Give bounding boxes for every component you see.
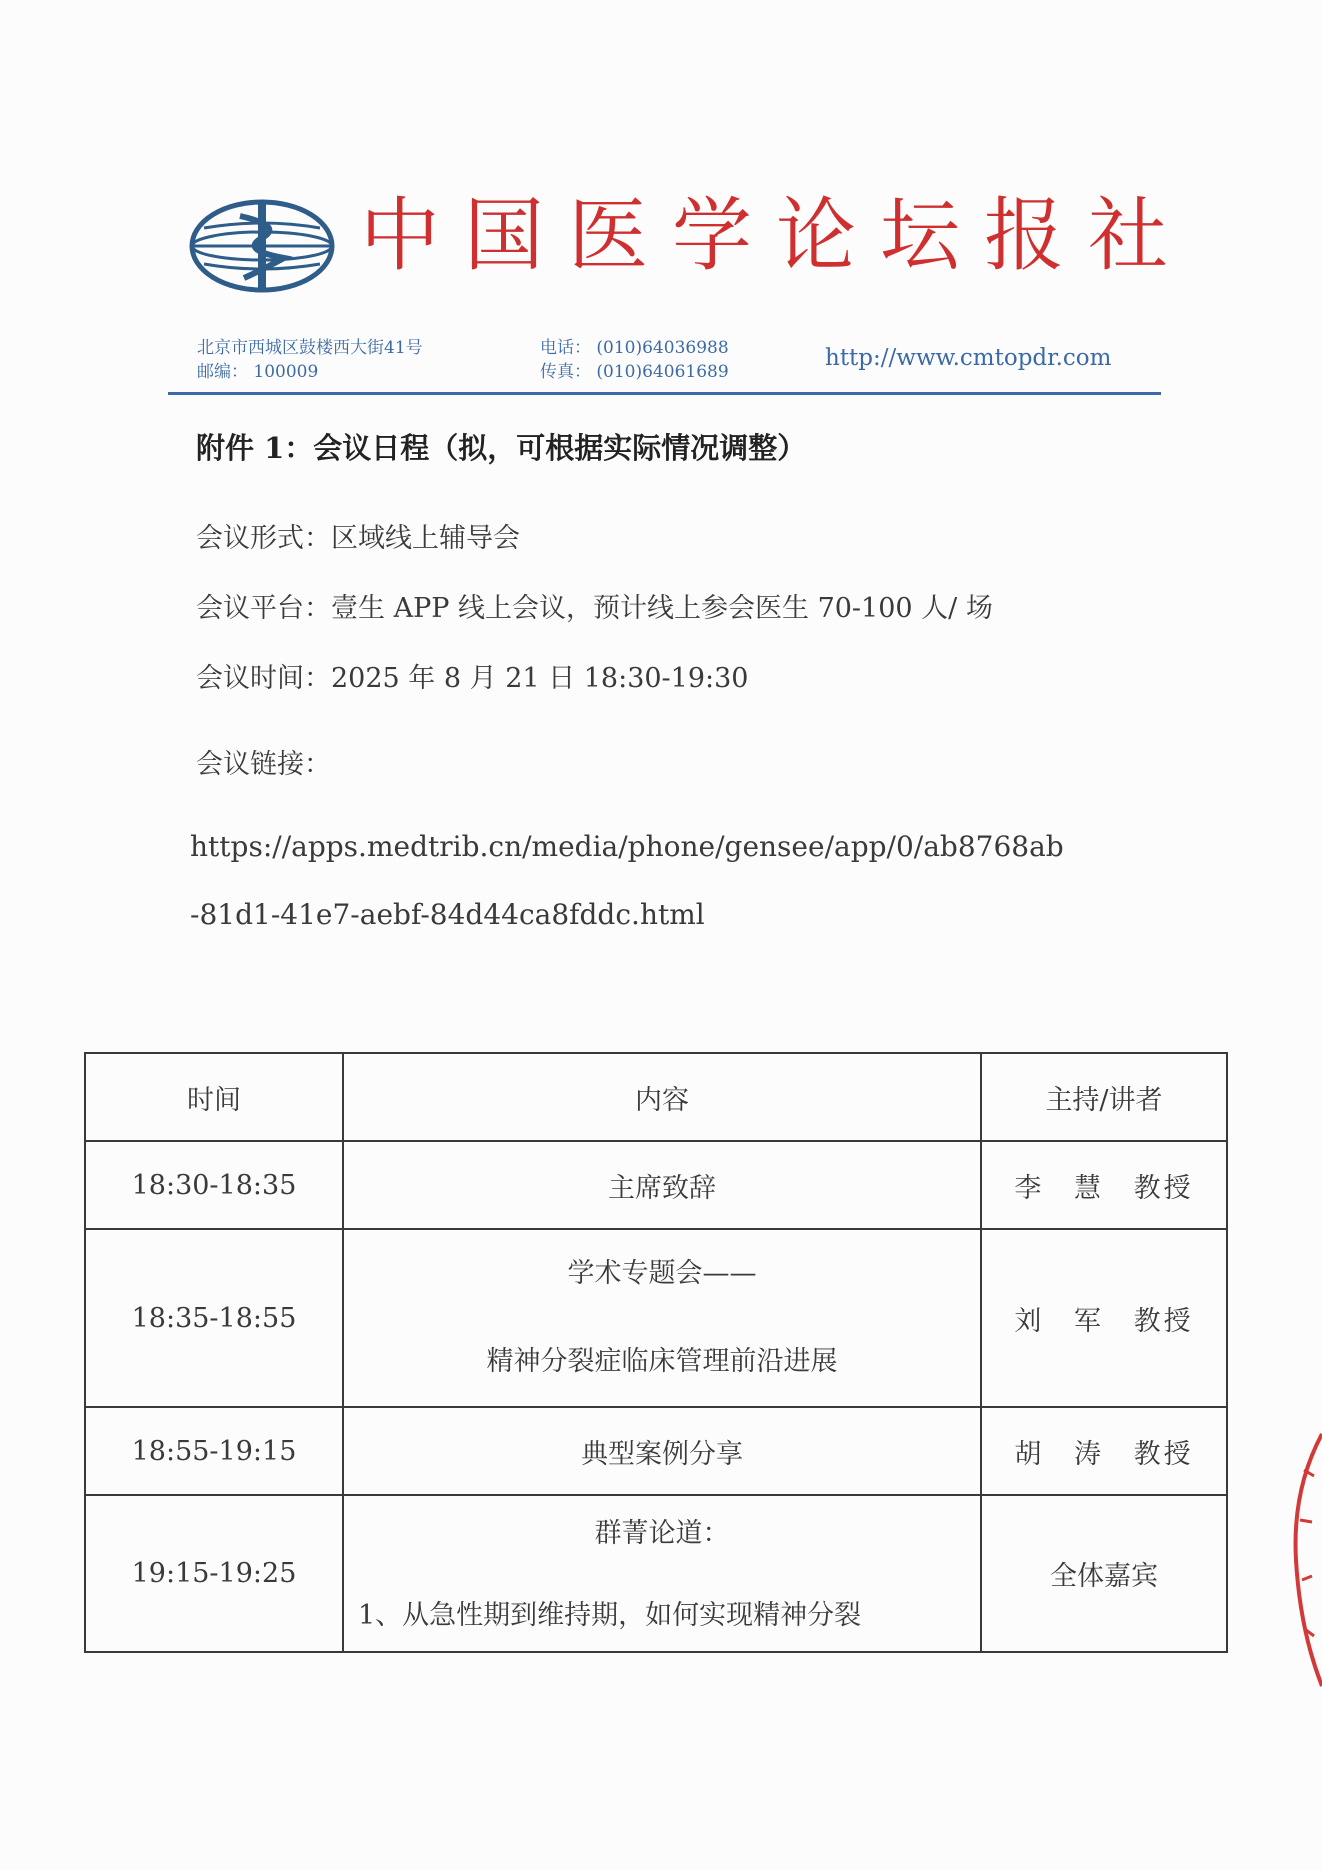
table-row <box>85 1229 1227 1407</box>
row-host: 刘 军 教授 <box>981 1229 1227 1407</box>
meeting-format: 会议形式：区域线上辅导会 <box>196 523 520 554</box>
org-website[interactable]: http://www.cmtopdr.com <box>825 345 1112 371</box>
table-header-row <box>85 1053 1227 1141</box>
org-postcode: 邮编： 100009 <box>197 362 319 382</box>
row-content-line1: 学术专题会—— <box>567 1258 757 1289</box>
header-divider <box>168 392 1161 395</box>
row-content <box>343 1229 981 1407</box>
row-host: 全体嘉宾 <box>981 1495 1227 1652</box>
row-content-line2: 1、从急性期到维持期，如何实现精神分裂 <box>358 1599 862 1631</box>
row-content-line2: 精神分裂症临床管理前沿进展 <box>486 1346 838 1377</box>
row-content: 主席致辞 <box>343 1141 981 1229</box>
attachment-heading: 附件 1：会议日程（拟，可根据实际情况调整） <box>196 431 807 465</box>
header-time: 时间 <box>85 1053 343 1141</box>
meeting-platform: 会议平台：壹生 APP 线上会议，预计线上参会医生 70-100 人/ 场 <box>196 593 993 624</box>
caduceus-globe-logo <box>188 198 336 294</box>
table-row <box>85 1407 1227 1495</box>
org-name: 中国医学论坛报社 <box>360 189 1192 282</box>
org-fax: 传真： (010)64061689 <box>540 362 729 382</box>
row-time: 18:55-19:15 <box>85 1407 343 1495</box>
row-time: 18:30-18:35 <box>85 1141 343 1229</box>
meeting-link-line1[interactable]: https://apps.medtrib.cn/media/phone/gensee/app/0/ab8768ab <box>190 830 1064 863</box>
table-row <box>85 1495 1227 1652</box>
row-time: 19:15-19:25 <box>85 1495 343 1652</box>
row-content <box>343 1495 981 1652</box>
row-content: 典型案例分享 <box>343 1407 981 1495</box>
official-seal-edge <box>1282 1430 1322 1690</box>
org-address: 北京市西城区鼓楼西大街41号 <box>197 338 423 358</box>
meeting-link-line2[interactable]: -81d1-41e7-aebf-84d44ca8fddc.html <box>190 898 705 931</box>
meeting-link-label: 会议链接： <box>196 749 331 780</box>
row-host: 李 慧 教授 <box>981 1141 1227 1229</box>
table-row <box>85 1141 1227 1229</box>
header-content: 内容 <box>343 1053 981 1141</box>
row-host: 胡 涛 教授 <box>981 1407 1227 1495</box>
org-contact-block <box>540 336 729 384</box>
schedule-table <box>84 1052 1228 1653</box>
org-address-block <box>197 336 423 384</box>
row-content-line1: 群菁论道： <box>594 1517 730 1549</box>
meeting-time: 会议时间：2025 年 8 月 21 日 18:30-19:30 <box>196 663 749 694</box>
header-host: 主持/讲者 <box>981 1053 1227 1141</box>
row-time: 18:35-18:55 <box>85 1229 343 1407</box>
org-phone: 电话： (010)64036988 <box>540 338 729 358</box>
